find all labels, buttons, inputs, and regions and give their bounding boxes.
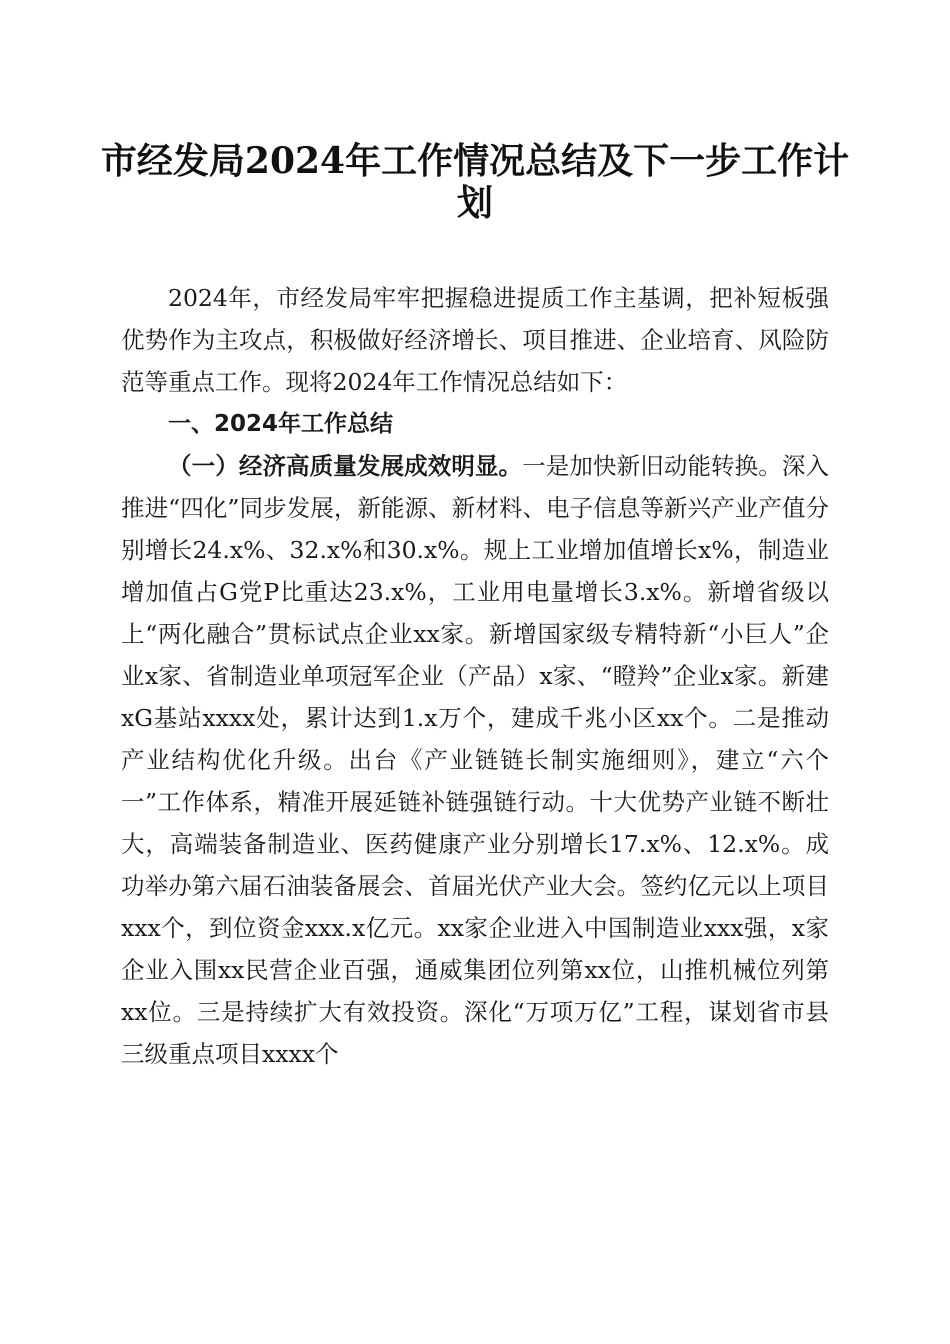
subsection-lead: （一）经济高质量发展成效明显。 <box>168 452 523 480</box>
document-title: 市经发局2024年工作情况总结及下一步工作计划 <box>100 140 850 224</box>
subsection-paragraph <box>121 445 829 1075</box>
subsection-text: 一是加快新旧动能转换。深入推进“四化”同步发展，新能源、新材料、电子信息等新兴产业产值分别增长24.x%、32.x%和30.x%。规上工业增加值增长x%，制造业增加值占G党P比重达23.x%，工业用电量增长3.x%。新增省级以上“两化融合”贯标试点企业xx家。新增国家级专精特新“小巨人”企业x家、省制造业单项冠军企业（产品）x家、“瞪羚”企业x家。新建xG基站xxxx处，累计达到1.x万个，建成千兆小区xx个。二是推动产业结构优化升级。出台《产业链链长制实施细则》，建立“六个一”工作体系，精准开展延链补链强链行动。十大优势产业链不断壮大，高端装备制造业、医药健康产业分别增长17.x%、12.x%。成功举办第六届石油装备展会、首届光伏产业大会。签约亿元以上项目xxx个，到位资金xxx.x亿元。xx家企业进入中国制造业xxx强，x家企业入围xx民营企业百强，通威集团位列第xx位，山推机械位列第xx位。三是持续扩大有效投资。深化“万项万亿”工程，谋划省市县三级重点项目xxxx个 <box>121 452 830 1068</box>
document-body <box>121 277 829 1075</box>
intro-paragraph: 2024年，市经发局牢牢把握稳进提质工作主基调，把补短板强优势作为主攻点，积极做好经济增长、项目推进、企业培育、风险防范等重点工作。现将2024年工作情况总结如下： <box>121 284 829 396</box>
section-heading: 一、2024年工作总结 <box>168 411 394 437</box>
